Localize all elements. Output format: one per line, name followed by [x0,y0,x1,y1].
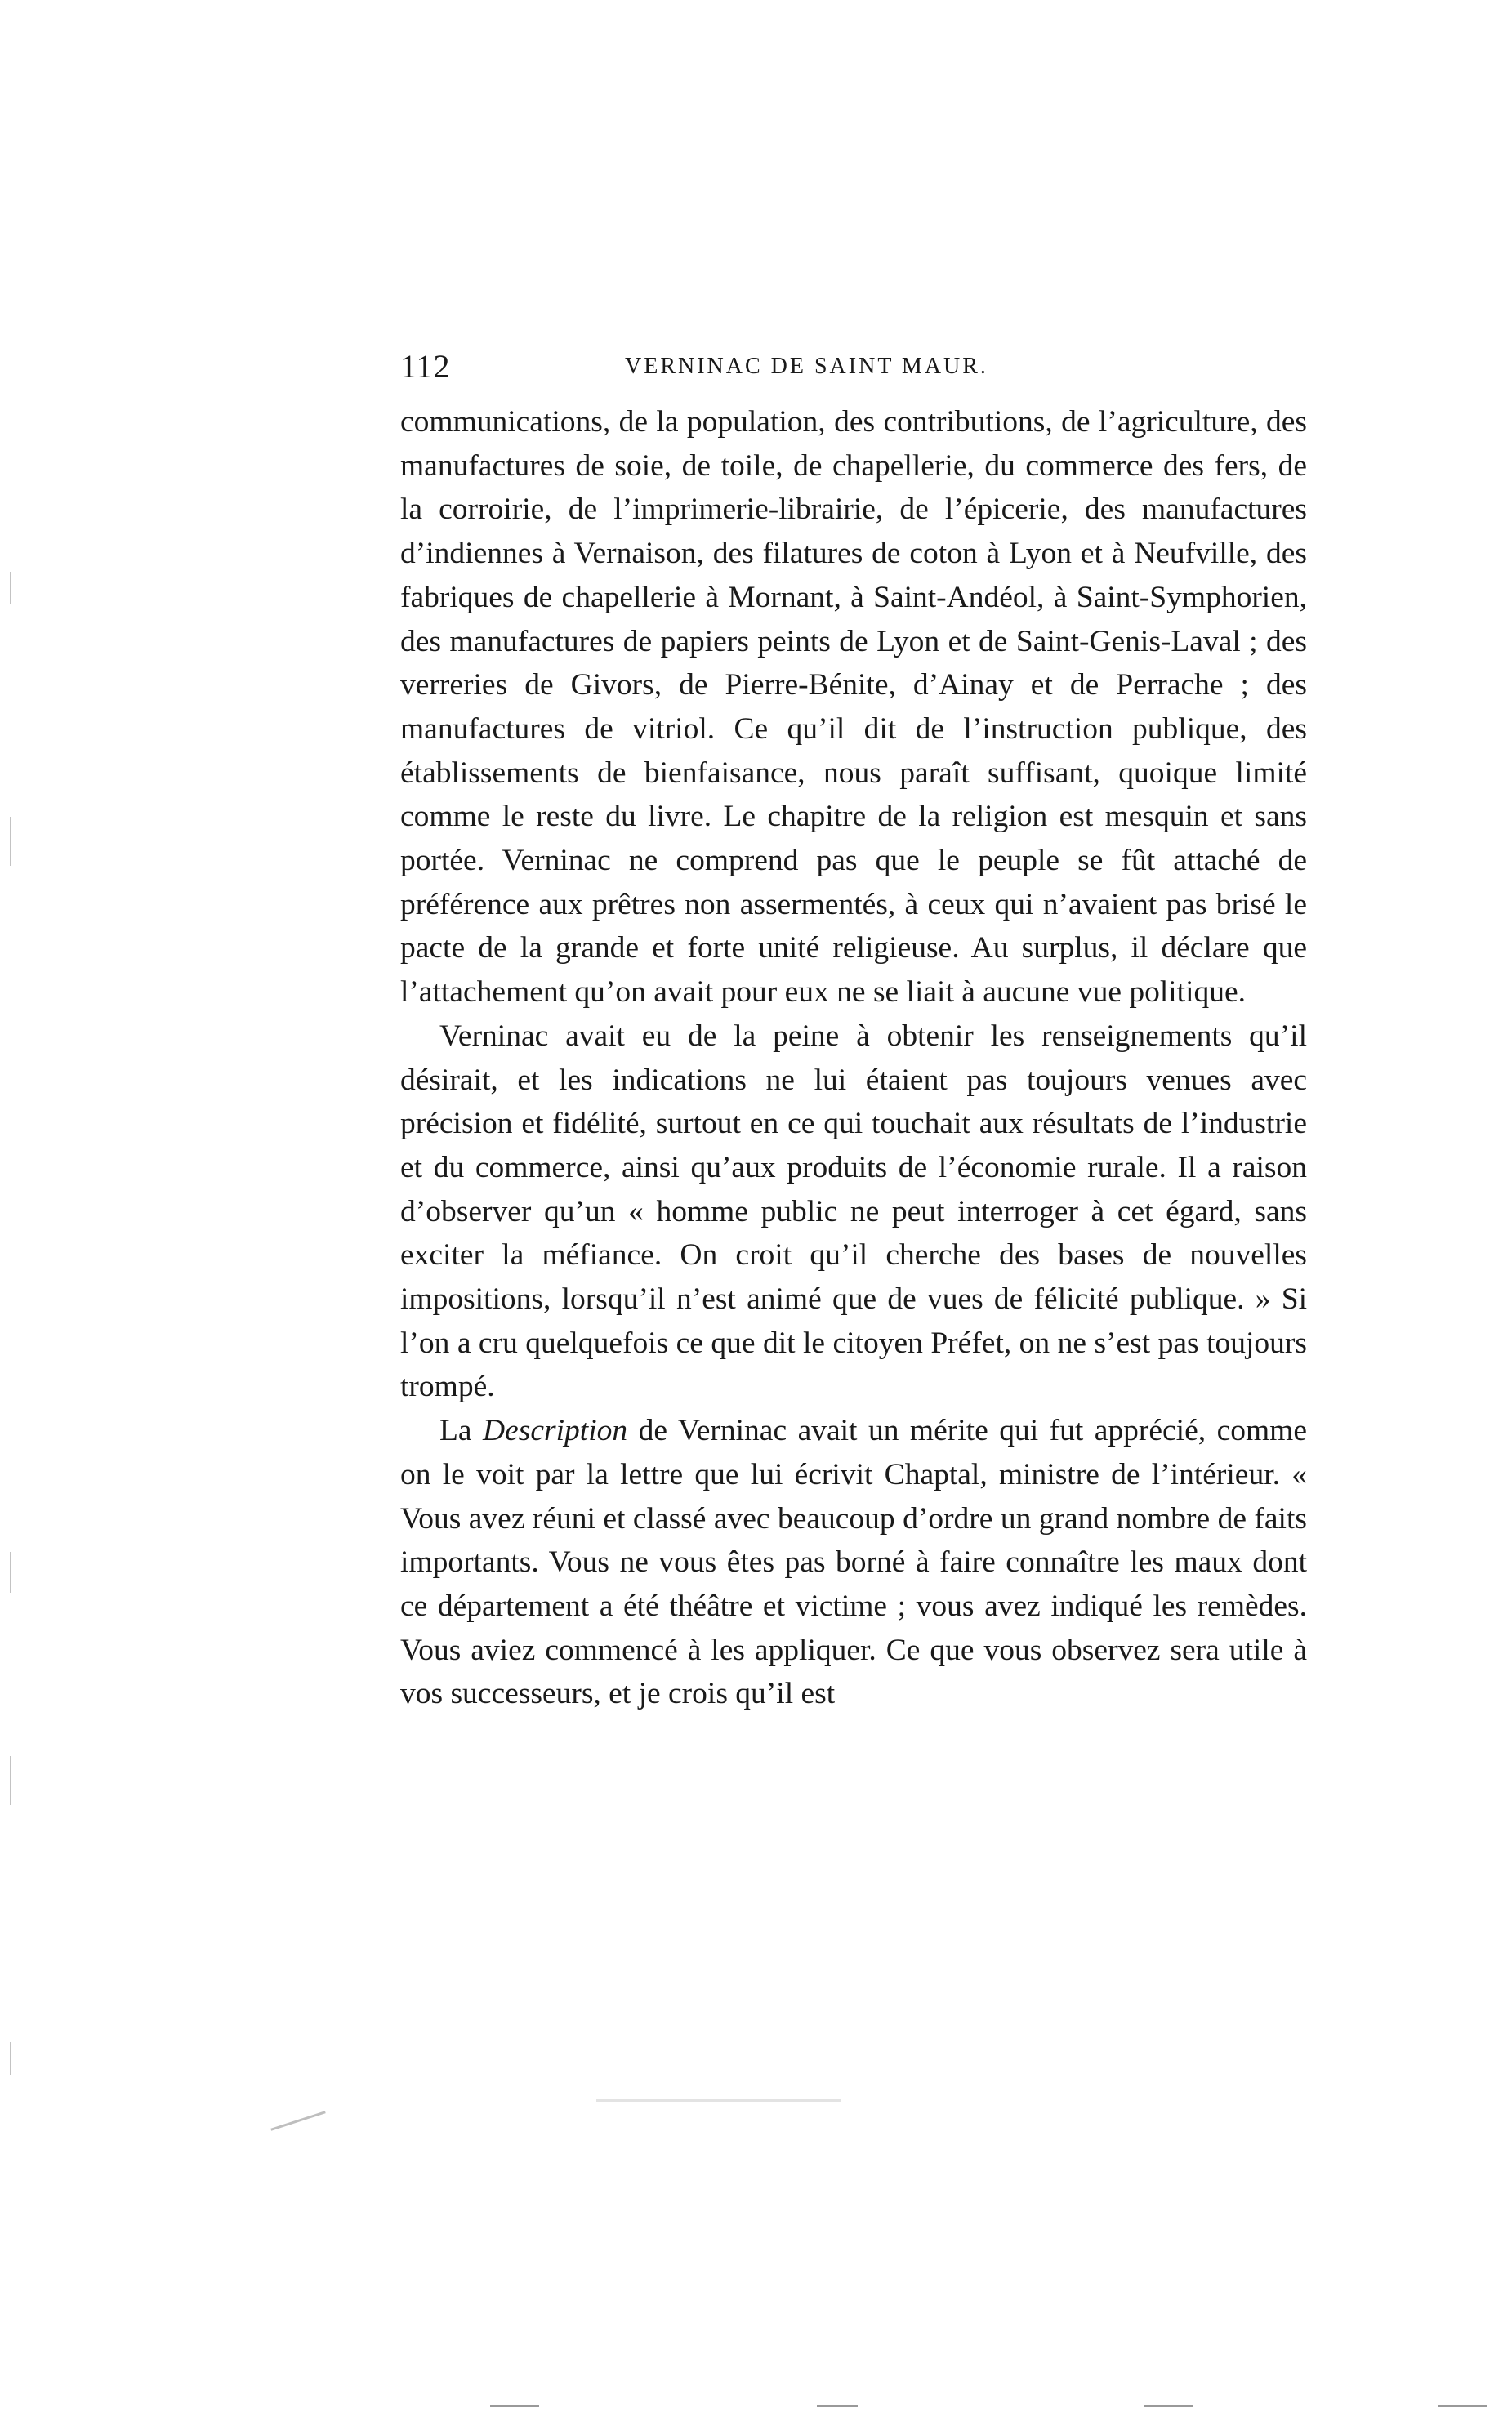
left-edge-mark [10,2042,11,2075]
paragraph-1 [400,400,1307,1014]
left-edge-mark [10,817,11,866]
paragraph-3-text-after: de Verninac avait un mérite qui fut apprécié, comme on le voit par la lettre que lui écrivit Chaptal, ministre de l’intérieur. « Vous avez réuni et classé avec beaucoup d’ordre un grand nombre de faits importants. Vous ne vous êtes pas borné à faire connaître les maux dont ce département a été théâtre et victime ; vous avez indiqué les remèdes. Vous aviez commencé à les appliquer. Ce que vous observez sera utile à vos successeurs, et je crois qu’il est [400,1414,1307,1711]
paragraph-3 [400,1409,1307,1716]
body-text [400,400,1307,1716]
running-head: VERNINAC DE SAINT MAUR. [625,354,988,379]
bottom-edge-tick [817,2405,858,2407]
left-edge-mark [10,1756,11,1805]
bottom-edge-tick [1438,2405,1487,2407]
paragraph-3-text-before: La [439,1414,484,1448]
page-header [400,347,1307,388]
pen-stroke-mark [270,2111,326,2130]
bottom-edge-tick [1144,2405,1193,2407]
page-number: 112 [400,348,451,385]
left-edge-mark [10,1552,11,1593]
left-edge-mark [10,572,11,604]
paragraph-1-text: communications, de la population, des contributions, de l’agriculture, des manufactures de soie, de toile, de chapellerie, du commerce des fers, de la corroirie, de l’imprimerie-librairie, de l’épicerie, des manufactures d’indiennes à Vernaison, des filatures de coton à Lyon et à Neufville, des fabriques de chapellerie à Mornant, à Saint-Andéol, à Saint-Symphorien, des manufactures de papiers peints de Lyon et de Saint-Genis-Laval ; des verreries de Givors, de Pierre-Bénite, d’Ainay et de Perrache ; des manufactures de vitriol. Ce qu’il dit de l’instruction publique, des établissements de bienfaisance, nous paraît suffisant, quoique limité comme le reste du livre. Le chapitre de la religion est mesquin et sans portée. Verninac ne comprend pas que le peuple se fût attaché de préférence aux prêtres non assermentés, à ceux qui n’avaient pas brisé le pacte de la grande et forte unité religieuse. Au surplus, il déclare que l’attachement qu’on avait pour eux ne se liait à aucune vue politique. [400,405,1307,1010]
faint-smudge [596,2099,841,2102]
paragraph-2-text: Verninac avait eu de la peine à obtenir les renseignements qu’il désirait, et les indications ne lui étaient pas toujours venues avec précision et fidélité, surtout en ce qui touchait aux résultats de l’industrie et du commerce, ainsi qu’aux produits de l’économie rurale. Il a raison d’observer qu’un « homme public ne peut interroger à cet égard, sans exciter la méfiance. On croit qu’il cherche des bases de nouvelles impositions, lorsqu’il n’est animé que de vues de félicité publique. » Si l’on a cru quelquefois ce que dit le citoyen Préfet, on ne s’est pas toujours trompé. [400,1019,1307,1404]
paragraph-2 [400,1014,1307,1409]
paragraph-3-italic-title: Description [483,1414,628,1448]
bottom-edge-tick [490,2405,539,2407]
